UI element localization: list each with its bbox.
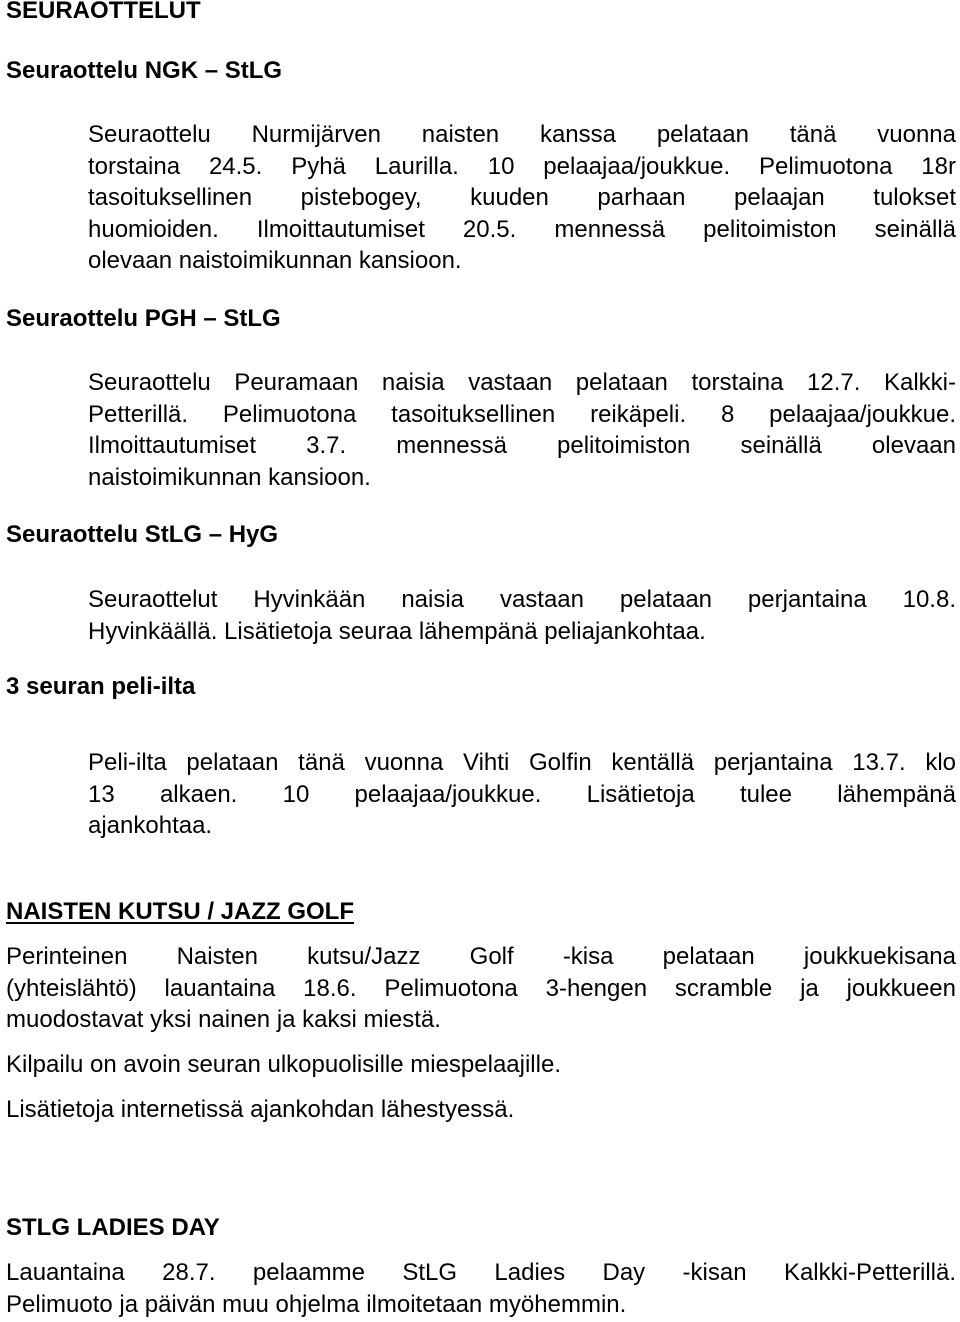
text-line: naistoimikunnan kansioon. — [88, 463, 371, 491]
jazz-golf-info-note — [6, 1094, 956, 1126]
text-line: Petterillä. Pelimuotona tasoituksellinen reikäpeli. 8 pelaajaa/joukkue. — [88, 400, 956, 428]
text-line: muodostavat yksi nainen ja kaksi miestä. — [6, 1006, 441, 1033]
text-line: Kilpailu on avoin seuran ulkopuolisille miespelaajille. — [6, 1051, 561, 1078]
text-line: huomioiden. Ilmoittautumiset 20.5. mennessä pelitoimiston seinällä — [88, 215, 956, 243]
page-title: SEURAOTTELUT — [6, 0, 201, 24]
text-line: torstaina 24.5. Pyhä Laurilla. 10 pelaajaa/joukkue. Pelimuotona 18r — [88, 152, 956, 180]
text-line: 13 alkaen. 10 pelaajaa/joukkue. Lisätietoja tulee lähempänä — [88, 780, 956, 808]
jazz-golf-body — [6, 941, 956, 1036]
text-line: Perinteinen Naisten kutsu/Jazz Golf -kisa pelataan joukkuekisana — [6, 943, 956, 970]
text-line: tasoituksellinen pistebogey, kuuden parhaan pelaajan tulokset — [88, 184, 956, 211]
text-line: ajankohtaa. — [88, 812, 213, 839]
text-line: Hyvinkäällä. Lisätietoja seuraa lähempänä peliajankohtaa. — [88, 617, 706, 645]
section-heading-peli-ilta: 3 seuran peli-ilta — [6, 673, 196, 700]
ladies-day-body — [6, 1257, 956, 1320]
section-body-hyg — [88, 584, 956, 647]
section-heading-pgh: Seuraottelu PGH – StLG — [6, 305, 281, 332]
text-line: Lauantaina 28.7. pelaamme StLG Ladies Day -kisan Kalkki-Petterillä. — [6, 1259, 956, 1286]
section-body-pgh — [88, 367, 956, 493]
text-line: Seuraottelut Hyvinkään naisia vastaan pelataan perjantaina 10.8. — [88, 586, 956, 613]
text-line: Ilmoittautumiset 3.7. mennessä pelitoimiston seinällä olevaan — [88, 432, 956, 459]
text-line: Pelimuoto ja päivän muu ohjelma ilmoitetaan myöhemmin. — [6, 1290, 627, 1318]
ladies-day-heading: STLG LADIES DAY — [6, 1214, 220, 1241]
section-body-peli-ilta — [88, 747, 956, 842]
text-line: Peli-ilta pelataan tänä vuonna Vihti Golfin kentällä perjantaina 13.7. klo — [88, 749, 956, 776]
text-line: (yhteislähtö) lauantaina 18.6. Pelimuotona 3-hengen scramble ja joukkueen — [6, 974, 956, 1002]
text-line: olevaan naistoimikunnan kansioon. — [88, 247, 462, 274]
text-line: Seuraottelu Nurmijärven naisten kanssa pelataan tänä vuonna — [88, 121, 956, 148]
section-heading-hyg: Seuraottelu StLG – HyG — [6, 521, 279, 548]
jazz-golf-heading: NAISTEN KUTSU / JAZZ GOLF — [6, 898, 354, 925]
text-line: Lisätietoja internetissä ajankohdan lähestyessä. — [6, 1096, 515, 1123]
section-heading-ngk: Seuraottelu NGK – StLG — [6, 57, 283, 84]
jazz-golf-open-note — [6, 1049, 956, 1081]
text-line: Seuraottelu Peuramaan naisia vastaan pelataan torstaina 12.7. Kalkki- — [88, 369, 956, 396]
section-body-ngk — [88, 119, 956, 277]
